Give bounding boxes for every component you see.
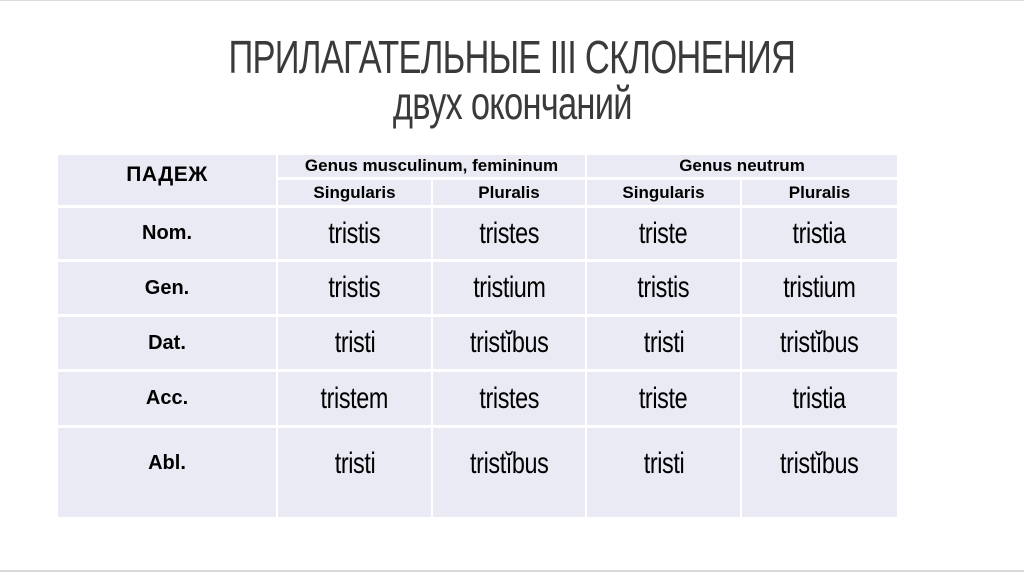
cell-text: tristĭbus bbox=[469, 446, 549, 480]
case-label-dat: Dat. bbox=[58, 317, 276, 369]
cell-text: tristium bbox=[783, 271, 856, 304]
case-label-nom: Nom. bbox=[58, 208, 276, 259]
cell-text: triste bbox=[639, 216, 688, 250]
table-cell bbox=[278, 428, 431, 517]
declension-table bbox=[58, 155, 897, 517]
table-cell bbox=[278, 372, 431, 425]
case-label-acc: Acc. bbox=[58, 372, 276, 425]
cell-text: triste bbox=[639, 381, 688, 415]
case-label-gen: Gen. bbox=[58, 262, 276, 314]
table-cell bbox=[433, 317, 585, 369]
slide-title bbox=[0, 31, 1024, 129]
table-cell bbox=[742, 208, 897, 259]
table-cell bbox=[433, 208, 585, 259]
title-line-1-text: ПРИЛАГАТЕЛЬНЫЕ III СКЛОНЕНИЯ bbox=[228, 31, 796, 83]
subheader-pluralis-n: Pluralis bbox=[742, 180, 897, 205]
title-line-2 bbox=[0, 77, 1024, 129]
cell-text: tristes bbox=[479, 381, 539, 415]
table-cell bbox=[587, 317, 740, 369]
table-cell bbox=[742, 317, 897, 369]
table-cell bbox=[742, 428, 897, 517]
cell-text: tristi bbox=[334, 446, 375, 480]
cell-text: tristi bbox=[643, 446, 684, 480]
table-cell bbox=[433, 262, 585, 314]
cell-text: tristium bbox=[472, 271, 546, 304]
cell-text: tristĭbus bbox=[780, 446, 859, 480]
cell-text: tristia bbox=[792, 381, 847, 415]
table-cell bbox=[587, 208, 740, 259]
cell-text: tristĭbus bbox=[469, 326, 549, 359]
cell-text: tristi bbox=[334, 326, 375, 359]
title-line-2-text: двух окончаний bbox=[392, 77, 632, 129]
slide-bottom-border bbox=[0, 570, 1024, 572]
table-cell bbox=[742, 372, 897, 425]
subheader-singularis-mf: Singularis bbox=[278, 180, 431, 205]
table-cell bbox=[742, 262, 897, 314]
table-cell bbox=[278, 317, 431, 369]
table-cell bbox=[433, 372, 585, 425]
table-cell bbox=[587, 372, 740, 425]
cell-text: tristi bbox=[643, 326, 684, 359]
header-group-masc-fem: Genus musculinum, femininum bbox=[278, 155, 585, 177]
table-cell bbox=[587, 428, 740, 517]
title-line-1 bbox=[0, 31, 1024, 83]
header-group-neutrum: Genus neutrum bbox=[587, 155, 897, 177]
cell-text: tristes bbox=[479, 216, 539, 250]
subheader-pluralis-mf: Pluralis bbox=[433, 180, 585, 205]
cell-text: tristis bbox=[328, 216, 381, 250]
cell-text: tristia bbox=[792, 216, 847, 250]
table-cell bbox=[587, 262, 740, 314]
cell-text: tristem bbox=[320, 381, 389, 415]
table-cell bbox=[433, 428, 585, 517]
case-label-abl: Abl. bbox=[58, 428, 276, 517]
subheader-singularis-n: Singularis bbox=[587, 180, 740, 205]
cell-text: tristis bbox=[328, 271, 381, 304]
table-cell bbox=[278, 262, 431, 314]
header-case: ПАДЕЖ bbox=[58, 155, 276, 205]
table-cell bbox=[278, 208, 431, 259]
cell-text: tristis bbox=[637, 271, 690, 304]
cell-text: tristĭbus bbox=[780, 326, 859, 359]
